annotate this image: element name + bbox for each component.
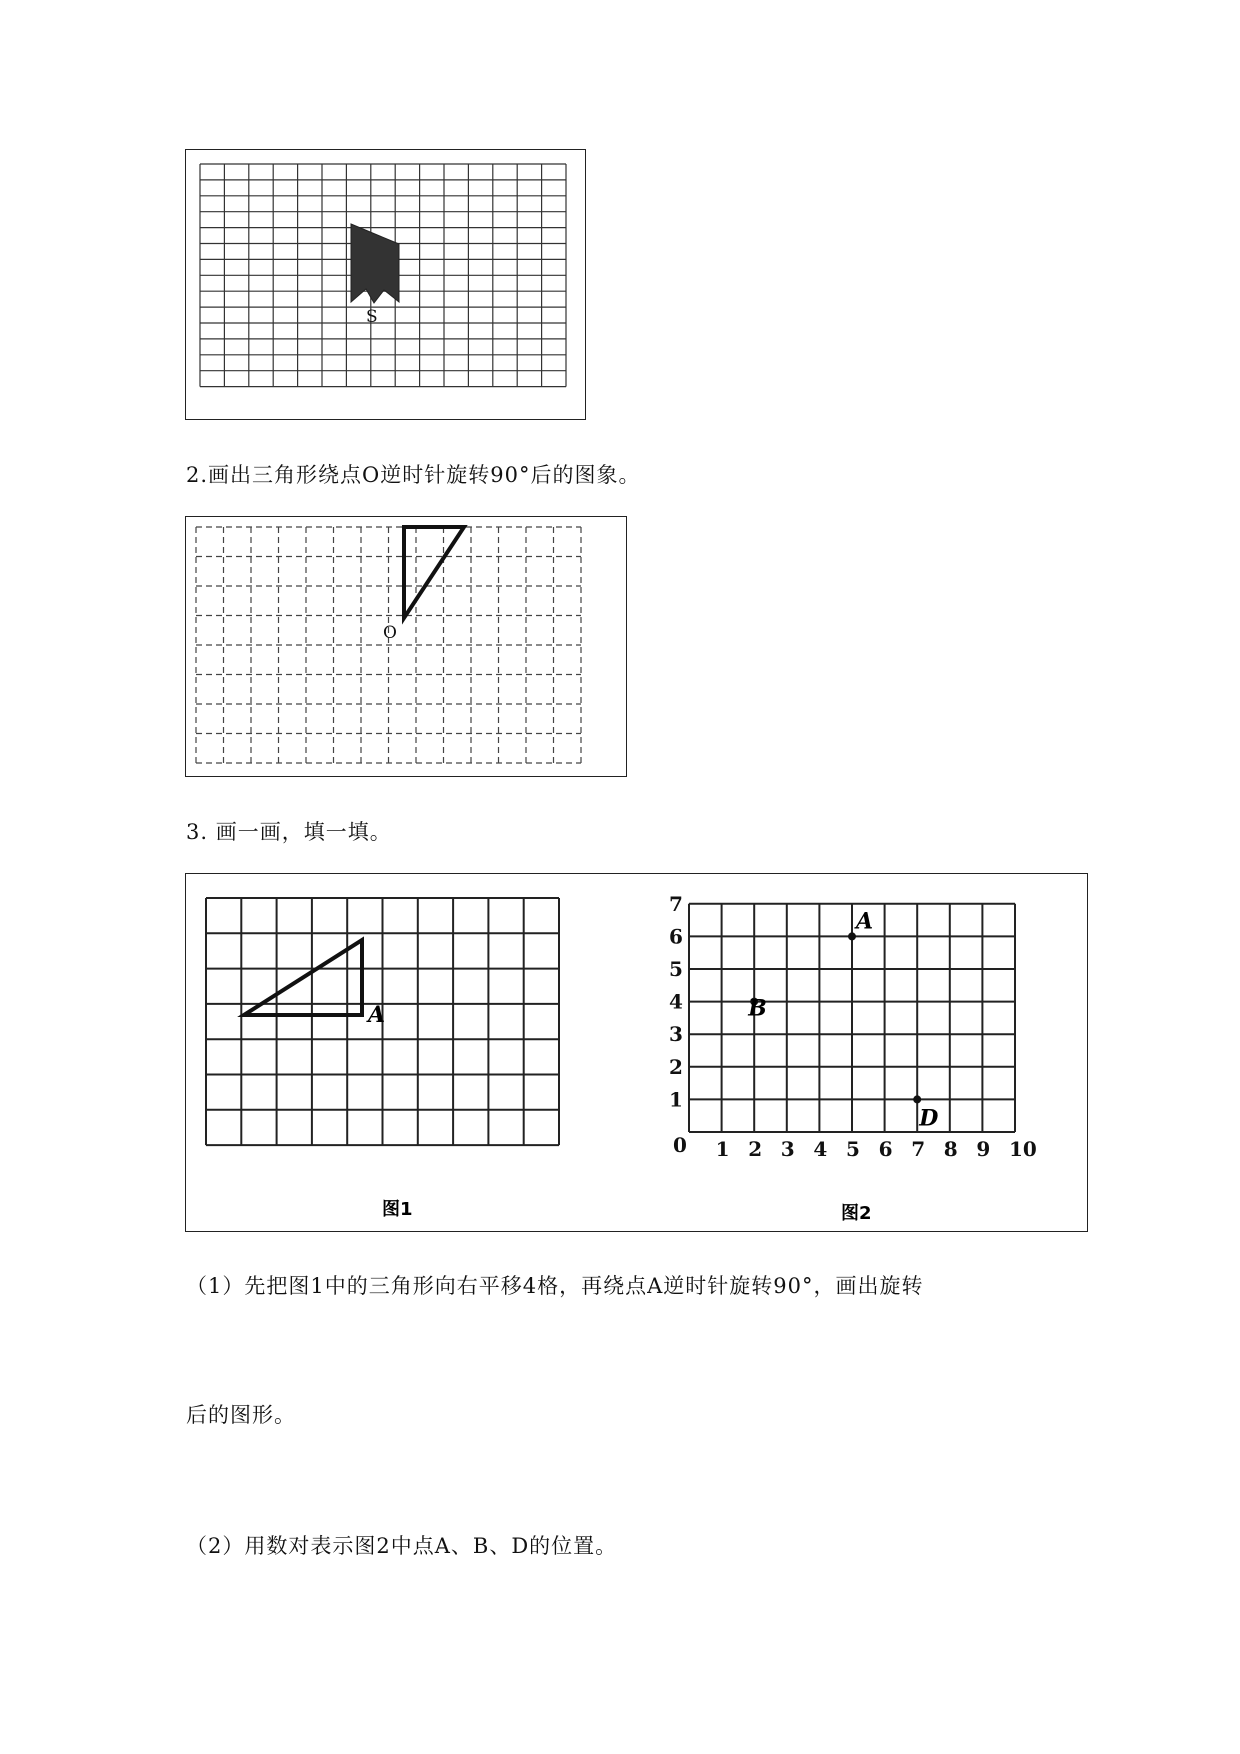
fig2-y-tick-label: 4	[669, 989, 683, 1014]
fig2-y-tick-label: 7	[669, 891, 683, 916]
fig2-x-tick-label: 3	[780, 1137, 795, 1161]
fig2-x-tick-label: 9	[976, 1137, 991, 1161]
figure-3-canvas	[186, 874, 1089, 1233]
figure-2-grid	[186, 517, 628, 778]
subquestion-1-line-2: 后的图形。	[186, 1403, 296, 1427]
fig2-x-tick-label: 5	[846, 1137, 860, 1161]
figure-1-box	[185, 149, 586, 420]
fig2-point-a-label: A	[856, 908, 874, 935]
fig2-x-tick-label: 0	[673, 1133, 687, 1157]
fig2-caption: 图2	[841, 1203, 872, 1224]
fig2-point-b-label: B	[748, 995, 767, 1022]
fig2-x-tick-label: 7	[911, 1137, 926, 1161]
fig2-y-tick-label: 2	[669, 1054, 683, 1079]
fig2-point-d-label: D	[919, 1105, 939, 1132]
fig1-caption: 图1	[382, 1199, 413, 1220]
fig2-point-d-dot	[913, 1095, 921, 1103]
triangle-shape	[404, 527, 464, 618]
fig2-x-tick-label: 8	[943, 1137, 958, 1161]
fig2-x-tick-label: 1	[715, 1137, 730, 1161]
subquestion-1-line-1: （1）先把图1中的三角形向右平移4格，再绕点A逆时针旋转90°，画出旋转	[186, 1274, 924, 1298]
point-o-label: O	[383, 623, 397, 643]
fig2-x-tick-label: 4	[813, 1137, 828, 1161]
fig2-point-a-dot	[848, 932, 856, 940]
fig2-y-tick-label: 5	[669, 957, 683, 981]
subquestion-2-text: （2）用数对表示图2中点A、B、D的位置。	[186, 1534, 618, 1558]
question-3-text: 3. 画一画，填一填。	[186, 820, 392, 844]
fig2-y-tick-label: 1	[669, 1087, 683, 1112]
figure-2-box	[185, 516, 627, 777]
fig1-point-a-label: A	[368, 1002, 386, 1028]
fig2-x-tick-label: 2	[748, 1137, 763, 1161]
fig2-y-tick-label: 6	[669, 924, 683, 949]
question-2-text: 2.画出三角形绕点O逆时针旋转90°后的图象。	[186, 463, 641, 487]
point-s-label: S	[366, 307, 378, 327]
fig2-y-tick-label: 3	[669, 1022, 683, 1047]
figure-1-grid	[186, 150, 587, 421]
fig2-x-tick-label: 10	[1009, 1137, 1037, 1161]
figure-3-box	[185, 873, 1088, 1232]
shaded-arrow-shape	[351, 224, 399, 303]
fig2-x-tick-label: 6	[878, 1137, 893, 1161]
